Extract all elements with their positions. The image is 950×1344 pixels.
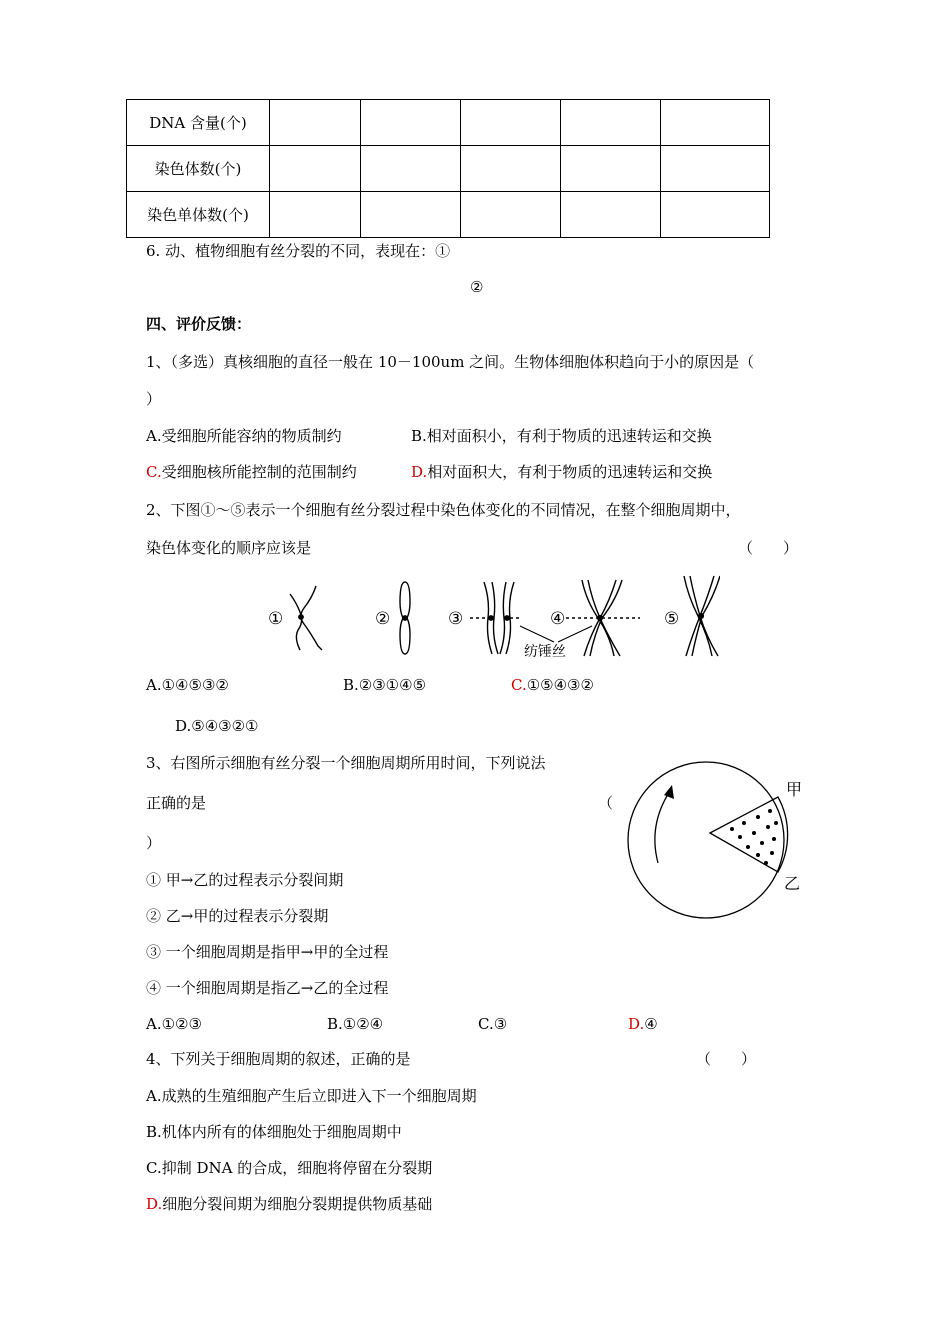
table-cell: [661, 100, 770, 146]
q3-statement-4: ④ 一个细胞周期是指乙→乙的全过程: [146, 979, 389, 997]
sector-dots: [730, 809, 778, 865]
q4-option-c: C.抑制 DNA 的合成，细胞将停留在分裂期: [146, 1159, 433, 1177]
chromosome-table: [126, 99, 770, 238]
option-letter: C.: [146, 463, 162, 481]
fig-label-1: ①: [268, 609, 284, 629]
table-cell: [461, 146, 561, 192]
q1-line2: ）: [146, 390, 162, 408]
row-label-chromosome: 染色体数(个): [127, 146, 270, 192]
option-text: 细胞分裂间期为细胞分裂期提供物质基础: [162, 1195, 433, 1213]
option-text: 受细胞核所能控制的范围制约: [161, 463, 357, 481]
table-cell: [561, 146, 661, 192]
q1-option-b: B.相对面积小，有利于物质的迅速转运和交换: [411, 427, 712, 445]
chromosome-2: [400, 582, 410, 654]
q2-line2: 染色体变化的顺序应该是: [146, 539, 312, 557]
row-label-chromatid: 染色单体数(个): [127, 192, 270, 238]
q6-second: ②: [470, 278, 484, 296]
table-cell: [561, 192, 661, 238]
table-cell: [561, 100, 661, 146]
chromosome-figure: [260, 572, 720, 662]
fig-label-2: ②: [375, 609, 391, 629]
option-letter: D.: [411, 463, 428, 481]
option-text: 相对面积大，有利于物质的迅速转运和交换: [427, 463, 713, 481]
chromosome-3: [470, 582, 522, 654]
label-yi: 乙: [784, 874, 801, 893]
table-cell: [461, 100, 561, 146]
q1-option-d: [411, 462, 712, 482]
q4-line1: 4、下列关于细胞周期的叙述，正确的是: [146, 1050, 411, 1068]
cycle-circle: [628, 762, 784, 918]
q3-option-c: C.③: [478, 1015, 508, 1033]
table-row: [127, 100, 770, 146]
table-cell: [361, 146, 461, 192]
option-text: ④: [644, 1015, 658, 1033]
table-cell: [661, 192, 770, 238]
cell-cycle-figure: [620, 755, 820, 925]
q2-answer-paren: （ ）: [738, 539, 799, 557]
table-cell: [270, 100, 361, 146]
q3-statement-3: ③ 一个细胞周期是指甲→甲的全过程: [146, 943, 389, 961]
fig-label-3: ③: [448, 609, 464, 629]
table-cell: [661, 146, 770, 192]
chromosome-1: [290, 586, 322, 650]
q1-line1: 1、（多选）真核细胞的直径一般在 10－100um 之间。生物体细胞体积趋向于小的原因是（: [146, 353, 755, 371]
option-letter: D.: [146, 1195, 163, 1213]
arrow-head: [664, 785, 674, 799]
option-letter: D.: [628, 1015, 645, 1033]
q3-option-a: A.①②③: [146, 1015, 202, 1033]
q3-paren-open: （: [598, 794, 614, 812]
q3-line2: 正确的是: [146, 794, 207, 812]
table-cell: [270, 146, 361, 192]
row-label-dna: DNA 含量(个): [127, 100, 270, 146]
chromosome-5: [684, 576, 720, 656]
label-jia: 甲: [786, 780, 803, 799]
table-row: [127, 192, 770, 238]
q2-option-a: A.①④⑤③②: [146, 676, 229, 694]
q4-option-b: B.机体内所有的体细胞处于细胞周期中: [146, 1123, 402, 1141]
q2-option-c: [511, 675, 594, 695]
q4-option-d: [146, 1194, 432, 1214]
q3-line1: 3、右图所示细胞有丝分裂一个细胞周期所用时间，下列说法: [146, 754, 546, 772]
q6-text: 6. 动、植物细胞有丝分裂的不同，表现在：①: [146, 242, 451, 260]
q3-option-d: [628, 1014, 658, 1034]
table-cell: [361, 192, 461, 238]
q3-paren-close: ）: [146, 834, 162, 852]
direction-arrow: [655, 791, 670, 863]
table-cell: [270, 192, 361, 238]
table-row: [127, 146, 770, 192]
table-cell: [361, 100, 461, 146]
q3-statement-1: ① 甲→乙的过程表示分裂间期: [146, 871, 344, 889]
table-cell: [461, 192, 561, 238]
q2-line1: 2、下图①～⑤表示一个细胞有丝分裂过程中染色体变化的不同情况，在整个细胞周期中，: [146, 501, 741, 519]
spindle-label: 纺锤丝: [524, 644, 566, 660]
q4-option-a: A.成熟的生殖细胞产生后立即进入下一个细胞周期: [146, 1087, 477, 1105]
section-title: 四、评价反馈：: [146, 315, 252, 333]
chromosome-4: [566, 580, 640, 656]
q1-option-c: [146, 462, 357, 482]
q4-answer-paren: （ ）: [696, 1050, 757, 1068]
q2-option-d: D.⑤④③②①: [175, 717, 259, 735]
q3-statement-2: ② 乙→甲的过程表示分裂期: [146, 907, 329, 925]
option-letter: C.: [511, 676, 527, 694]
fig-label-4: ④: [550, 609, 566, 629]
fig-label-5: ⑤: [664, 609, 680, 629]
q1-option-a: A.受细胞所能容纳的物质制约: [146, 427, 342, 445]
option-text: ①⑤④③②: [526, 676, 594, 694]
division-sector: [710, 797, 788, 872]
q2-option-b: B.②③①④⑤: [343, 676, 427, 694]
q3-option-b: B.①②④: [327, 1015, 384, 1033]
